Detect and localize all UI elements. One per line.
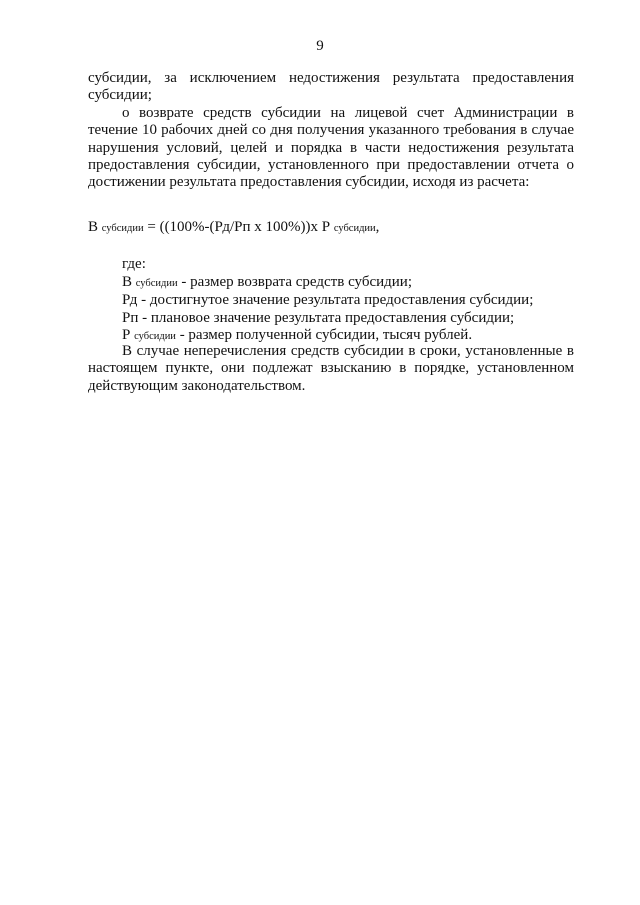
definition-subscript: субсидии <box>134 331 176 343</box>
definition-item <box>88 310 574 328</box>
formula-lhs: В <box>88 219 99 235</box>
definition-symbol: В <box>122 273 133 290</box>
definition-text: - размер полученной субсидии, тысяч рублей. <box>175 327 473 344</box>
definition-text: - достигнутое значение результата предоставления субсидии; <box>137 292 534 309</box>
formula <box>88 219 379 237</box>
definition-symbol: Р <box>122 327 131 344</box>
definitions-list <box>88 256 574 346</box>
paragraph-text: о возврате средств субсидии на лицевой счет Администрации в течение 10 рабочих дней со дня получения указанного требования в случае нарушения условий, целей и порядка в части недостижения результата предоставления субсидии, установленного при предоставлении отчета о достижении результата предоставления субсидии, исходя из расчета: <box>88 105 574 191</box>
definition-text: - плановое значение результата предоставления субсидии; <box>138 309 515 326</box>
definition-item <box>88 274 574 293</box>
paragraph-return-funds <box>88 105 574 191</box>
paragraph-text: В случае неперечисления средств субсидии в сроки, установленные в настоящем пункте, они подлежат взысканию в порядке, установленном действующим законодательством. <box>88 343 574 394</box>
paragraph-text: субсидии, за исключением недостижения результата предоставления субсидии; <box>88 70 574 104</box>
formula-lhs-subscript: субсидии <box>101 223 144 234</box>
definition-symbol: Рп <box>122 309 139 326</box>
definition-text: - размер возврата средств субсидии; <box>177 273 413 290</box>
formula-tail: , <box>375 219 380 235</box>
definition-symbol: Рд <box>122 292 138 309</box>
page-number: 9 <box>316 38 324 54</box>
definition-item <box>88 292 574 310</box>
formula-rhs-subscript: субсидии <box>333 223 376 234</box>
formula-body: = ((100%-(Рд/Рп х 100%))х Р <box>147 219 331 235</box>
definition-subscript: субсидии <box>135 277 178 289</box>
paragraph-continuation <box>88 70 574 105</box>
definitions-intro: где: <box>122 256 146 272</box>
paragraph-closing <box>88 343 574 395</box>
